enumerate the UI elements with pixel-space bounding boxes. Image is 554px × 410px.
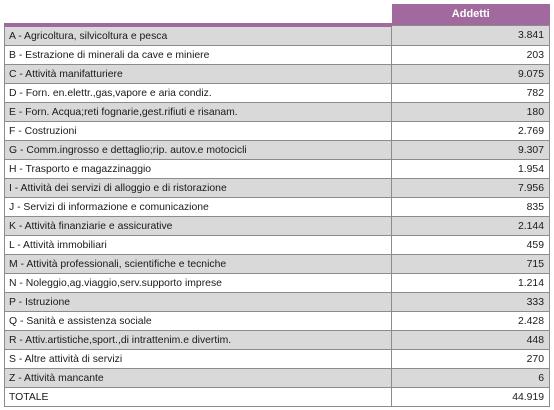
- table-row: [5, 179, 550, 198]
- sector-label: S - Altre attività di servizi: [5, 350, 392, 369]
- addetti-value: 7.956: [392, 179, 550, 198]
- addetti-value: 3.841: [392, 25, 550, 46]
- employees-by-sector-table: [4, 4, 550, 407]
- addetti-value: 270: [392, 350, 550, 369]
- table-row: [5, 46, 550, 65]
- table-row: [5, 122, 550, 141]
- table-header-row: [5, 4, 550, 25]
- sector-label: L - Attività immobiliari: [5, 236, 392, 255]
- addetti-value: 459: [392, 236, 550, 255]
- sector-label: M - Attività professionali, scientifiche e tecniche: [5, 255, 392, 274]
- addetti-column-header: Addetti: [392, 4, 550, 25]
- sector-label: Z - Attività mancante: [5, 369, 392, 388]
- total-value: 44.919: [392, 388, 550, 407]
- addetti-value: 835: [392, 198, 550, 217]
- table-row: [5, 103, 550, 122]
- sector-label: B - Estrazione di minerali da cave e miniere: [5, 46, 392, 65]
- sector-label: F - Costruzioni: [5, 122, 392, 141]
- sector-label: J - Servizi di informazione e comunicazione: [5, 198, 392, 217]
- addetti-value: 180: [392, 103, 550, 122]
- sector-label: R - Attiv.artistiche,sport.,di intrattenim.e divertim.: [5, 331, 392, 350]
- table-row: [5, 198, 550, 217]
- sector-label: N - Noleggio,ag.viaggio,serv.supporto imprese: [5, 274, 392, 293]
- addetti-value: 2.769: [392, 122, 550, 141]
- table-row: [5, 312, 550, 331]
- addetti-value: 782: [392, 84, 550, 103]
- addetti-value: 2.428: [392, 312, 550, 331]
- table-row: [5, 274, 550, 293]
- sector-label: D - Forn. en.elettr.,gas,vapore e aria condiz.: [5, 84, 392, 103]
- addetti-value: 6: [392, 369, 550, 388]
- employees-table-container: [4, 4, 550, 407]
- table-row: [5, 65, 550, 84]
- table-row: [5, 84, 550, 103]
- sector-label: C - Attività manifatturiere: [5, 65, 392, 84]
- table-row: [5, 350, 550, 369]
- total-label: TOTALE: [5, 388, 392, 407]
- sector-label: H - Trasporto e magazzinaggio: [5, 160, 392, 179]
- sector-column-header: [5, 4, 392, 25]
- table-row: [5, 217, 550, 236]
- table-row: [5, 255, 550, 274]
- addetti-value: 333: [392, 293, 550, 312]
- addetti-value: 2.144: [392, 217, 550, 236]
- sector-label: A - Agricoltura, silvicoltura e pesca: [5, 25, 392, 46]
- addetti-value: 9.307: [392, 141, 550, 160]
- sector-label: Q - Sanità e assistenza sociale: [5, 312, 392, 331]
- sector-label: P - Istruzione: [5, 293, 392, 312]
- addetti-value: 1.954: [392, 160, 550, 179]
- table-row: [5, 160, 550, 179]
- addetti-value: 203: [392, 46, 550, 65]
- addetti-value: 1.214: [392, 274, 550, 293]
- sector-label: K - Attività finanziarie e assicurative: [5, 217, 392, 236]
- table-row: [5, 293, 550, 312]
- table-row: [5, 25, 550, 46]
- sector-label: I - Attività dei servizi di alloggio e di ristorazione: [5, 179, 392, 198]
- total-row: [5, 388, 550, 407]
- table-row: [5, 369, 550, 388]
- addetti-value: 9.075: [392, 65, 550, 84]
- table-row: [5, 331, 550, 350]
- addetti-value: 715: [392, 255, 550, 274]
- sector-label: G - Comm.ingrosso e dettaglio;rip. autov.e motocicli: [5, 141, 392, 160]
- addetti-value: 448: [392, 331, 550, 350]
- table-row: [5, 236, 550, 255]
- table-row: [5, 141, 550, 160]
- sector-label: E - Forn. Acqua;reti fognarie,gest.rifiuti e risanam.: [5, 103, 392, 122]
